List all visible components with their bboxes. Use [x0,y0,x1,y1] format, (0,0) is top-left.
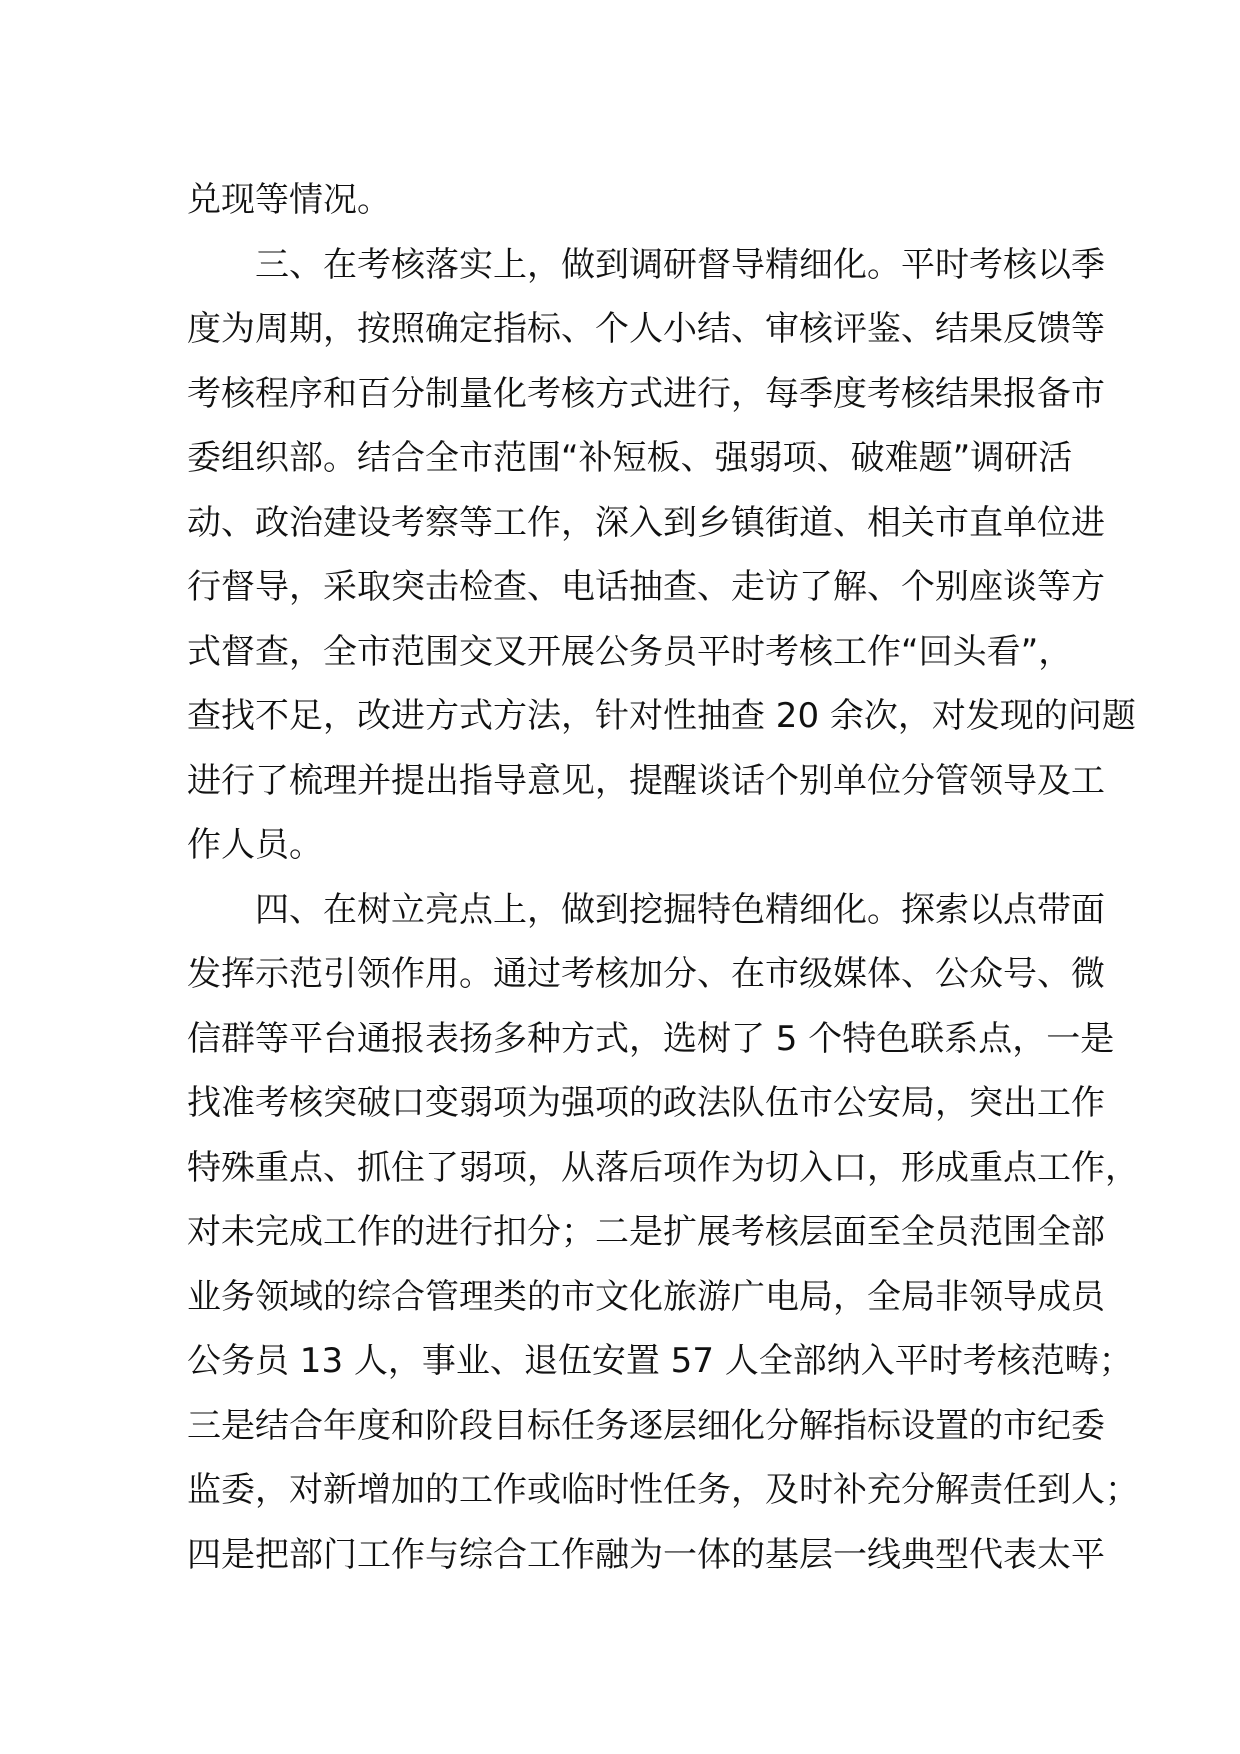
text-line: 兑现等情况。 [187,180,391,220]
text-line: 公务员 13 人，事业、退伍安置 57 人全部纳入平时考核范畴； [187,1341,1133,1381]
text-line: 进行了梳理并提出指导意见，提醒谈话个别单位分管领导及工 [187,760,1105,801]
text-line: 发挥示范引领作用。通过考核加分、在市级媒体、公众号、微 [187,954,1105,994]
text-line: 信群等平台通报表扬多种方式，选树了 5 个特色联系点，一是 [187,1018,1115,1059]
text-line: 三、在考核落实上，做到调研督导精细化。平时考核以季 [187,244,1105,285]
text-line: 四是把部门工作与综合工作融为一体的基层一线典型代表太平 [187,1534,1105,1575]
text-line: 式督查，全市范围交叉开展公务员平时考核工作“回头看”， [187,631,1073,672]
text-line: 度为周期，按照确定指标、个人小结、审核评鉴、结果反馈等 [187,309,1105,349]
text-line: 动、政治建设考察等工作，深入到乡镇街道、相关市直单位进 [187,502,1105,543]
text-line: 对未完成工作的进行扣分；二是扩展考核层面至全员范围全部 [187,1212,1105,1252]
text-line: 委组织部。结合全市范围“补短板、强弱项、破难题”调研活 [187,438,1073,478]
text-line: 考核程序和百分制量化考核方式进行，每季度考核结果报备市 [187,373,1105,414]
text-line: 四、在树立亮点上，做到挖掘特色精细化。探索以点带面 [187,889,1105,930]
text-line: 查找不足，改进方式方法，针对性抽查 20 余次，对发现的问题 [187,696,1136,736]
text-line: 行督导，采取突击检查、电话抽查、走访了解、个别座谈等方 [187,567,1105,607]
text-line: 三是结合年度和阶段目标任务逐层细化分解指标设置的市纪委 [187,1405,1105,1446]
text-line: 特殊重点、抓住了弱项，从落后项作为切入口，形成重点工作， [187,1147,1139,1188]
text-line: 监委，对新增加的工作或临时性任务，及时补充分解责任到人； [187,1470,1139,1510]
text-line: 找准考核突破口变弱项为强项的政法队伍市公安局，突出工作 [187,1083,1105,1123]
body-text [187,168,1139,1587]
text-line: 业务领域的综合管理类的市文化旅游广电局，全局非领导成员 [187,1276,1105,1317]
text-line: 作人员。 [187,825,323,865]
